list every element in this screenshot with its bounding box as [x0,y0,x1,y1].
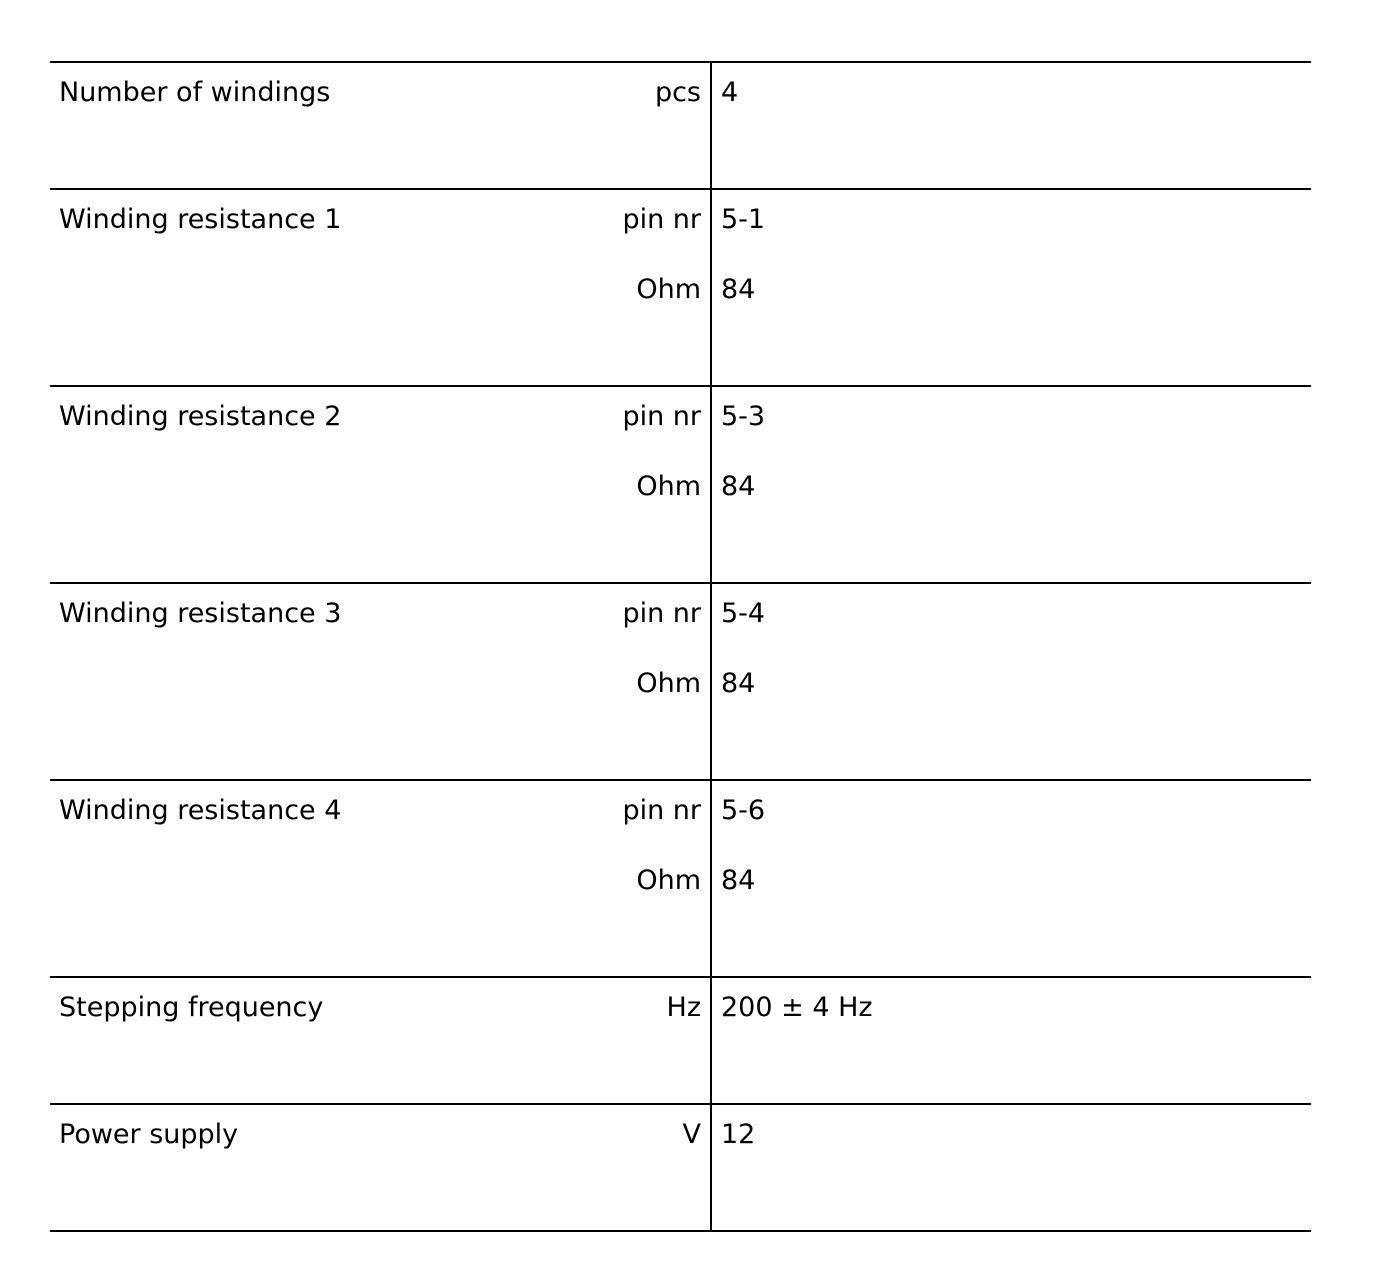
spec-value: 5-3 [721,401,766,432]
spec-label-cell [50,584,712,779]
spec-value-cell [712,1105,1311,1230]
spec-row-stepping-frequency [50,976,1311,1103]
spec-name: Winding resistance 4 [59,795,342,826]
spec-unit: Ohm [636,865,701,896]
spec-unit: Ohm [636,668,701,699]
spec-name: Winding resistance 1 [59,204,342,235]
spec-value: 84 [721,471,756,502]
spec-row-winding-resistance-2 [50,385,1311,582]
spec-label-cell [50,1105,712,1230]
spec-unit: pin nr [622,598,701,629]
spec-unit: Hz [666,992,701,1023]
spec-unit: Ohm [636,274,701,305]
spec-value: 4 [721,77,739,108]
spec-name: Stepping frequency [59,992,324,1023]
spec-value: 5-1 [721,204,766,235]
spec-value-cell [712,63,1311,188]
spec-row-winding-resistance-1 [50,188,1311,385]
spec-value-cell [712,584,1311,779]
spec-value-cell [712,978,1311,1103]
spec-name: Number of windings [59,77,331,108]
spec-value: 200 ± 4 Hz [721,992,873,1023]
spec-unit: pcs [654,77,701,108]
spec-value: 84 [721,274,756,305]
spec-value-cell [712,781,1311,976]
spec-row-number-of-windings [50,61,1311,188]
spec-value: 5-4 [721,598,766,629]
spec-name: Winding resistance 3 [59,598,342,629]
spec-label-cell [50,978,712,1103]
spec-value-cell [712,190,1311,385]
spec-unit: pin nr [622,204,701,235]
spec-value: 84 [721,668,756,699]
spec-label-cell [50,387,712,582]
spec-unit: pin nr [622,401,701,432]
spec-value-cell [712,387,1311,582]
spec-name: Power supply [59,1119,239,1150]
spec-label-cell [50,190,712,385]
spec-unit: Ohm [636,471,701,502]
spec-value: 5-6 [721,795,766,826]
spec-row-winding-resistance-4 [50,779,1311,976]
spec-value: 12 [721,1119,756,1150]
spec-name: Winding resistance 2 [59,401,342,432]
spec-unit: pin nr [622,795,701,826]
spec-row-power-supply [50,1103,1311,1230]
spec-row-winding-resistance-3 [50,582,1311,779]
spec-label-cell [50,781,712,976]
spec-table [50,61,1311,1232]
spec-unit: V [682,1119,701,1150]
spec-label-cell [50,63,712,188]
spec-value: 84 [721,865,756,896]
